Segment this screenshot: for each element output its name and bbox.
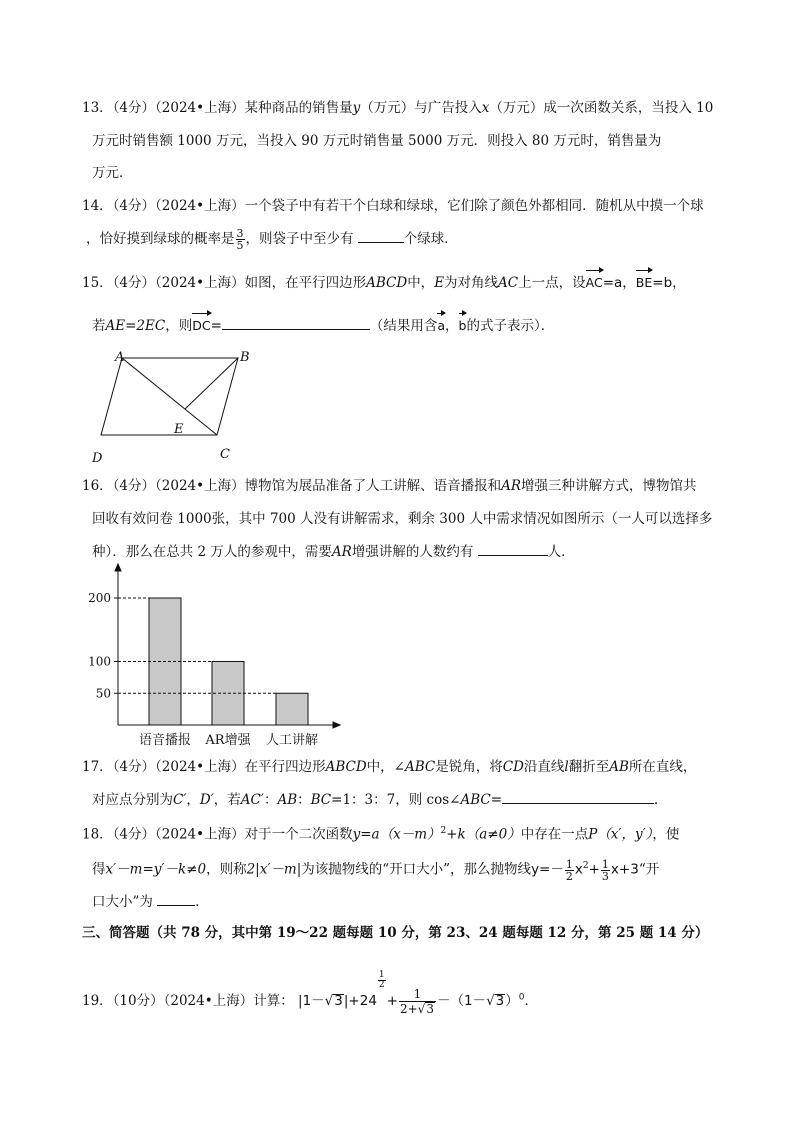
q16-text: 种）．那么在总共 2 万人的参观中，需要 xyxy=(92,544,332,560)
question-number: 17． xyxy=(82,759,113,775)
q18-text: 口大小”为 xyxy=(92,894,153,910)
answer-blank[interactable] xyxy=(502,789,654,804)
q18-text: 对于一个二次函数 xyxy=(244,826,353,843)
question-source: （2024•上海） xyxy=(155,198,245,214)
var-x: x xyxy=(481,100,490,116)
y-tick-label: 50 xyxy=(95,686,111,701)
vector-ac: AC xyxy=(586,273,603,293)
segment-be xyxy=(185,358,238,409)
vector-dc: DC xyxy=(192,316,210,336)
question-score: （10分） xyxy=(112,993,164,1009)
q17-line2 xyxy=(92,789,668,810)
question-score: （4分） xyxy=(112,275,156,291)
expr-part: 1－ xyxy=(302,993,325,1009)
q16-text: 博物馆为展品准备了人工讲解、语音播报和 xyxy=(244,478,502,494)
x-category-label: 语音播报 xyxy=(138,733,192,748)
y-tick-label: 200 xyxy=(88,591,111,605)
parabola-tail: x+3 xyxy=(610,861,639,878)
sqrt-sign: √ xyxy=(417,1002,426,1016)
frac-numerator: 1 xyxy=(378,970,385,980)
q15-text: （结果用含 xyxy=(369,318,438,334)
q14-line1 xyxy=(82,196,704,216)
point-p: P（x′，y′） xyxy=(588,826,653,843)
var-bc: BC xyxy=(310,792,332,808)
q13-line1 xyxy=(82,98,713,118)
x-axis-arrow xyxy=(333,722,340,728)
question-number: 16． xyxy=(82,478,113,494)
q17-text: ： xyxy=(263,792,278,808)
q17-line1 xyxy=(82,757,696,777)
q15-text: ， xyxy=(445,318,459,334)
var-abc: ABC xyxy=(405,759,436,775)
frac-denominator xyxy=(399,1002,436,1016)
fraction xyxy=(399,987,436,1016)
q19-text: 计算： xyxy=(253,993,294,1009)
q17-text: 中，∠ xyxy=(366,759,405,775)
plus-sign: + xyxy=(386,993,398,1009)
var-ab: AB xyxy=(277,792,298,808)
var-y: y xyxy=(352,100,361,116)
q13-text: （万元）与广告投入 xyxy=(360,100,482,116)
frac-numerator: 1 xyxy=(399,987,436,1002)
frac-numerator: 3 xyxy=(236,227,244,240)
var-x: x xyxy=(574,861,583,878)
bar xyxy=(276,693,308,725)
fraction xyxy=(565,859,574,882)
q15-text: 如图，在平行四边形 xyxy=(244,275,367,291)
fraction xyxy=(601,859,610,882)
q15-line1 xyxy=(82,273,686,293)
plus-sign: + xyxy=(588,861,600,878)
q17-text: 所在直线， xyxy=(628,759,697,775)
bar-chart xyxy=(80,560,360,750)
answer-blank[interactable] xyxy=(157,891,195,906)
q17-text: 翻折至 xyxy=(568,759,610,775)
var-ae2ec: AE=2EC xyxy=(105,318,166,334)
question-score: （4分） xyxy=(112,826,156,843)
var-e: E xyxy=(434,275,445,291)
q17-text: 在平行四边形 xyxy=(244,759,326,775)
q16-line3 xyxy=(92,541,575,562)
eq-b: =b， xyxy=(652,275,686,291)
q15-text: 中， xyxy=(407,275,435,291)
frac-denominator: 3 xyxy=(601,869,609,883)
question-score: （4分） xyxy=(112,100,156,116)
frac-denominator: 2 xyxy=(565,869,573,883)
question-source: （2024•上海） xyxy=(155,275,245,291)
question-source: （2024•上海） xyxy=(155,826,245,843)
y-axis-arrow xyxy=(115,564,121,571)
q16-line1 xyxy=(82,476,697,496)
vector-a: a xyxy=(437,316,445,336)
q16-line2: 回收有效问卷 1000张，其中 700 人没有讲解需求，剩余 300 人中需求情况如图所示（一人可以选择多 xyxy=(92,511,713,527)
label-c: C xyxy=(220,447,230,462)
question-score: （4分） xyxy=(112,478,156,494)
question-score: （4分） xyxy=(112,198,156,214)
q14-text: ，则袋子中至少有 xyxy=(245,231,354,247)
label-b: B xyxy=(240,350,250,365)
question-number: 15． xyxy=(82,275,113,291)
label-d: D xyxy=(92,451,103,466)
diagonal-ac xyxy=(122,358,217,435)
q16-text: 增强讲解的人数约有 xyxy=(351,544,474,560)
q18-text: “开 xyxy=(638,861,660,878)
ratio-expr: 2|x′－m| xyxy=(246,861,302,878)
q17-text: 是锐角，将 xyxy=(435,759,503,775)
q19-line1 xyxy=(82,971,538,1016)
q15-line2 xyxy=(92,315,554,336)
question-score: （4分） xyxy=(112,759,156,775)
q18-text: ，使 xyxy=(652,826,680,843)
question-number: 19． xyxy=(82,993,113,1009)
var-abcd: ABCD xyxy=(325,759,367,775)
frac-numerator: 1 xyxy=(601,857,609,871)
fraction xyxy=(236,228,245,251)
eq-a: =a， xyxy=(602,275,636,291)
answer-blank[interactable] xyxy=(358,228,404,243)
den-part: 2+ xyxy=(399,1002,418,1016)
question-number: 13． xyxy=(82,100,113,116)
question-source: （2024•上海） xyxy=(155,100,245,116)
var-ar: AR xyxy=(331,544,352,560)
x-category-label: AR增强 xyxy=(205,733,251,748)
sqrt-sign: √ xyxy=(324,993,334,1009)
q16-text: 增强三种讲解方式，博物馆共 xyxy=(521,478,697,494)
q17-text: 对应点分别为 xyxy=(92,792,173,808)
var-ar: AR xyxy=(501,478,522,494)
var-l: l xyxy=(564,759,569,775)
q14-line2 xyxy=(86,228,458,251)
q18-text: 为该抛物线的“开口大小”，那么抛物线 xyxy=(301,861,532,878)
fraction-exponent xyxy=(378,971,386,990)
abs-bar: | xyxy=(298,993,303,1009)
q18-line1 xyxy=(82,821,679,845)
label-e: E xyxy=(174,422,184,437)
q13-line3: 万元． xyxy=(92,165,133,181)
var-abc: ABC xyxy=(460,792,491,808)
q13-text: （万元）成一次函数关系，当投入 10 xyxy=(489,100,714,116)
exponent: 2 xyxy=(582,861,589,871)
q14-text: ，恰好摸到绿球的概率是 xyxy=(86,231,235,247)
sqrt-radicand: 3 xyxy=(334,993,343,1009)
label-a: A xyxy=(115,350,125,365)
q17-text: =1：3：7，则 cos∠ xyxy=(331,792,461,808)
parabola-y: y=－ xyxy=(531,861,564,878)
frac-denominator: 2 xyxy=(378,980,385,990)
q17-text: ． xyxy=(654,792,668,808)
q15-text: 若 xyxy=(92,318,106,334)
expr-part: ） xyxy=(505,993,519,1009)
q15-text: = xyxy=(210,318,222,334)
q19-text: ． xyxy=(524,993,538,1009)
expr-part: +24 xyxy=(348,993,377,1009)
question-source: （2024•上海） xyxy=(155,478,245,494)
frac-numerator: 1 xyxy=(565,857,573,871)
exponent: 0 xyxy=(518,992,525,1003)
condition-expr: x′－m=y′－k≠0 xyxy=(105,861,207,878)
sqrt-radicand: 3 xyxy=(426,1002,434,1016)
q14-text: 个绿球． xyxy=(403,231,458,247)
question-number: 18． xyxy=(82,826,113,843)
q17-text: ： xyxy=(297,792,311,808)
section-title: 三、简答题（共 78 分，其中第 19～22 题每题 10 分，第 23、24 题每题 12 分，第 25 题 14 分） xyxy=(82,925,709,941)
q15-text: 上一点，设 xyxy=(518,275,586,291)
abs-bar: | xyxy=(343,993,349,1009)
q18-line2 xyxy=(92,856,659,882)
vector-be: BE xyxy=(636,273,652,293)
q17-text: ，若 xyxy=(213,792,241,808)
x-category-label: 人工讲解 xyxy=(265,733,319,748)
expr-vertex-form: y=a（x－m） xyxy=(352,826,441,843)
frac-denominator: 5 xyxy=(236,239,244,252)
q16-text: 人． xyxy=(547,544,575,560)
question-number: 14． xyxy=(82,198,113,214)
q14-text: 一个袋子中有若干个白球和绿球，它们除了颜色外都相同．随机从中摸一个球 xyxy=(244,198,704,214)
q13-text: 某种商品的销售量 xyxy=(244,100,353,116)
expr-part: －（1－ xyxy=(436,993,487,1009)
q18-line3 xyxy=(92,891,209,912)
question-source: （2024•上海） xyxy=(163,993,254,1009)
q18-text: ． xyxy=(195,894,209,910)
var-ab: AB xyxy=(609,759,629,775)
q18-text: 得 xyxy=(92,861,106,878)
q17-text: ， xyxy=(186,792,200,808)
q15-text: ，则 xyxy=(165,318,193,334)
exponent: 2 xyxy=(440,826,447,836)
var-ac: AC xyxy=(498,275,519,291)
var-cd: CD xyxy=(502,759,524,775)
parallelogram-figure xyxy=(88,346,258,466)
q18-text: ，则称 xyxy=(206,861,247,878)
sqrt-sign: √ xyxy=(486,993,495,1009)
expr-vertex-form: +k（a≠0） xyxy=(446,826,521,843)
var-d-prime: D′ xyxy=(199,792,214,808)
var-c-prime: C′ xyxy=(173,792,187,808)
question-source: （2024•上海） xyxy=(155,759,245,775)
var-abcd: ABCD xyxy=(366,275,408,291)
vector-b: b xyxy=(459,316,467,336)
q13-line2: 万元时销售额 1000 万元，当投入 90 万元时销售量 5000 万元．则投入 80 万元时，销售量为 xyxy=(92,133,662,149)
var-ac-prime: AC′ xyxy=(240,792,264,808)
y-tick-label: 100 xyxy=(88,654,111,669)
q17-text: = xyxy=(490,792,503,808)
q15-text: 的式子表示）． xyxy=(466,318,555,334)
answer-blank[interactable] xyxy=(478,541,548,556)
q18-text: 中存在一点 xyxy=(520,826,589,843)
q17-text: 沿直线 xyxy=(523,759,565,775)
answer-blank[interactable] xyxy=(222,315,370,330)
sqrt-radicand: 3 xyxy=(495,993,505,1009)
q15-text: 为对角线 xyxy=(444,275,499,291)
